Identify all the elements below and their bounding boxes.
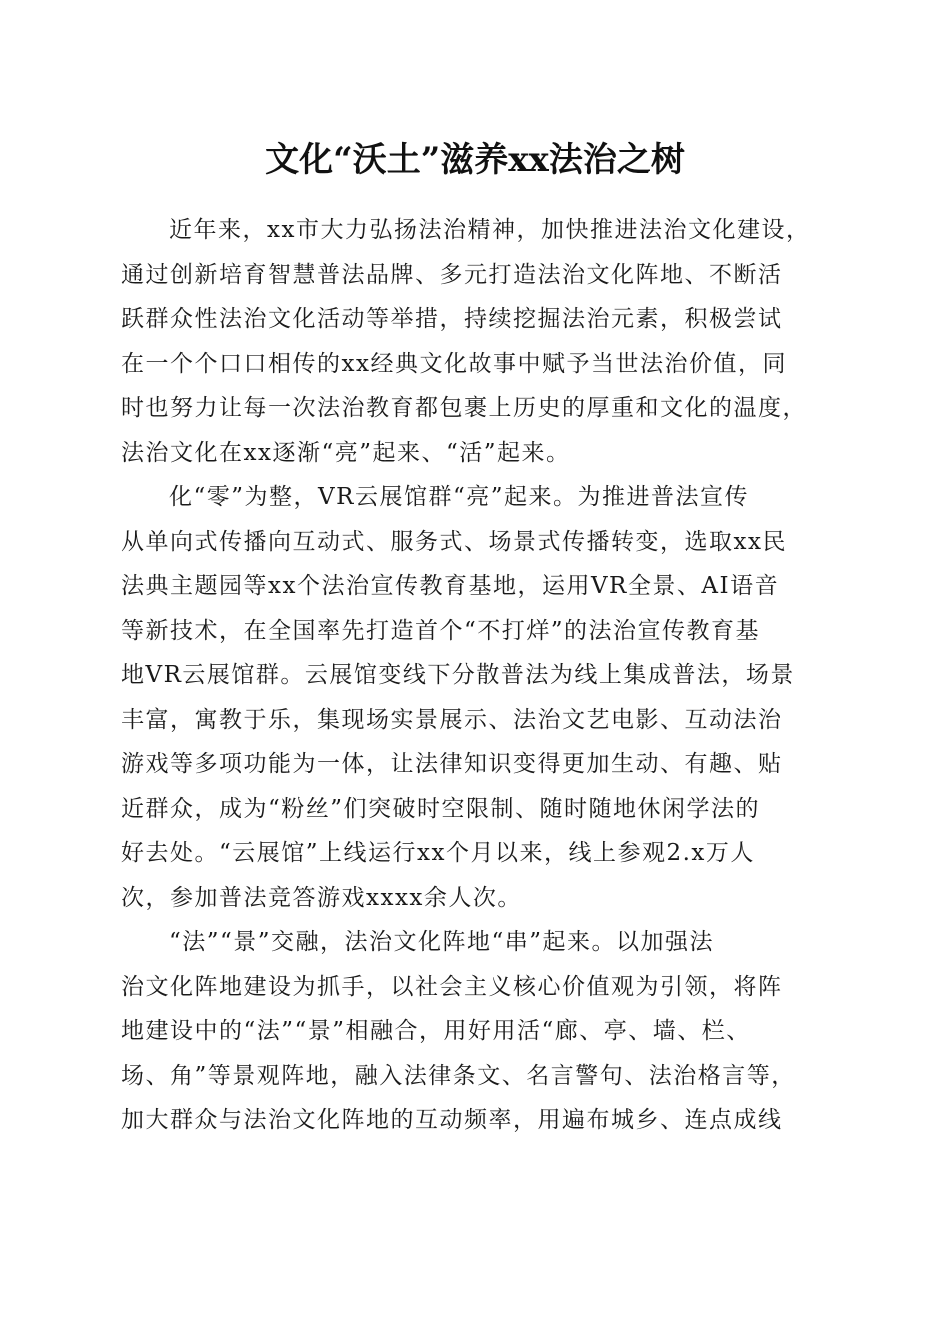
paragraph-line: 近群众，成为“粉丝”们突破时空限制、随时随地休闲学法的 [121, 795, 761, 822]
paragraph-line: 次，参加普法竞答游戏xxxx余人次。 [121, 884, 522, 911]
paragraph-line: 加大群众与法治文化阵地的互动频率，用遍布城乡、连点成线 [121, 1107, 783, 1133]
paragraph-line: 地VR云展馆群。云展馆变线下分散普法为线上集成普法，场景 [121, 662, 795, 688]
paragraph-line: 法典主题园等xx个法治宣传教育基地，运用VR全景、AI语音 [121, 573, 780, 599]
paragraph-line: 从单向式传播向互动式、服务式、场景式传播转变，选取xx民 [121, 528, 787, 555]
paragraph-culture-positions [121, 920, 833, 1143]
paragraph-line: 通过创新培育智慧普法品牌、多元打造法治文化阵地、不断活 [121, 261, 783, 288]
paragraph-line: 场、角”等景观阵地，融入法律条文、名言警句、法治格言等， [121, 1062, 796, 1089]
paragraph-line: 化“零”为整，VR云展馆群“亮”起来。为推进普法宣传 [169, 484, 749, 510]
paragraph-line: 近年来，xx市大力弘扬法治精神，加快推进法治文化建设， [169, 217, 811, 243]
paragraph-line: 治文化阵地建设为抓手，以社会主义核心价值观为引领，将阵 [121, 973, 783, 1000]
paragraph-line: “法”“景”交融，法治文化阵地“串”起来。以加强法 [169, 929, 715, 955]
paragraph-line: 法治文化在xx逐渐“亮”起来、“活”起来。 [121, 439, 571, 466]
paragraph-line: 时也努力让每一次法治教育都包裹上历史的厚重和文化的温度， [121, 395, 807, 421]
paragraph-line: 好去处。“云展馆”上线运行xx个月以来，线上参观2.x万人 [121, 840, 755, 866]
paragraph-line: 等新技术，在全国率先打造首个“不打烊”的法治宣传教育基 [121, 617, 761, 644]
document-body [121, 208, 833, 1143]
paragraph-line: 丰富，寓教于乐，集现场实景展示、法治文艺电影、互动法治 [121, 706, 783, 733]
paragraph-vr-cloud-exhibition [121, 475, 833, 920]
paragraph-line: 跃群众性法治文化活动等举措，持续挖掘法治元素，积极尝试 [121, 306, 783, 332]
paragraph-line: 游戏等多项功能为一体，让法律知识变得更加生动、有趣、贴 [121, 751, 783, 777]
document-title: 文化“沃土”滋养xx法治之树 [265, 140, 685, 180]
paragraph-line: 地建设中的“法”“景”相融合，用好用活“廊、亭、墙、栏、 [121, 1018, 751, 1044]
paragraph-intro [121, 208, 833, 475]
paragraph-line: 在一个个口口相传的xx经典文化故事中赋予当世法治价值，同 [121, 350, 787, 377]
